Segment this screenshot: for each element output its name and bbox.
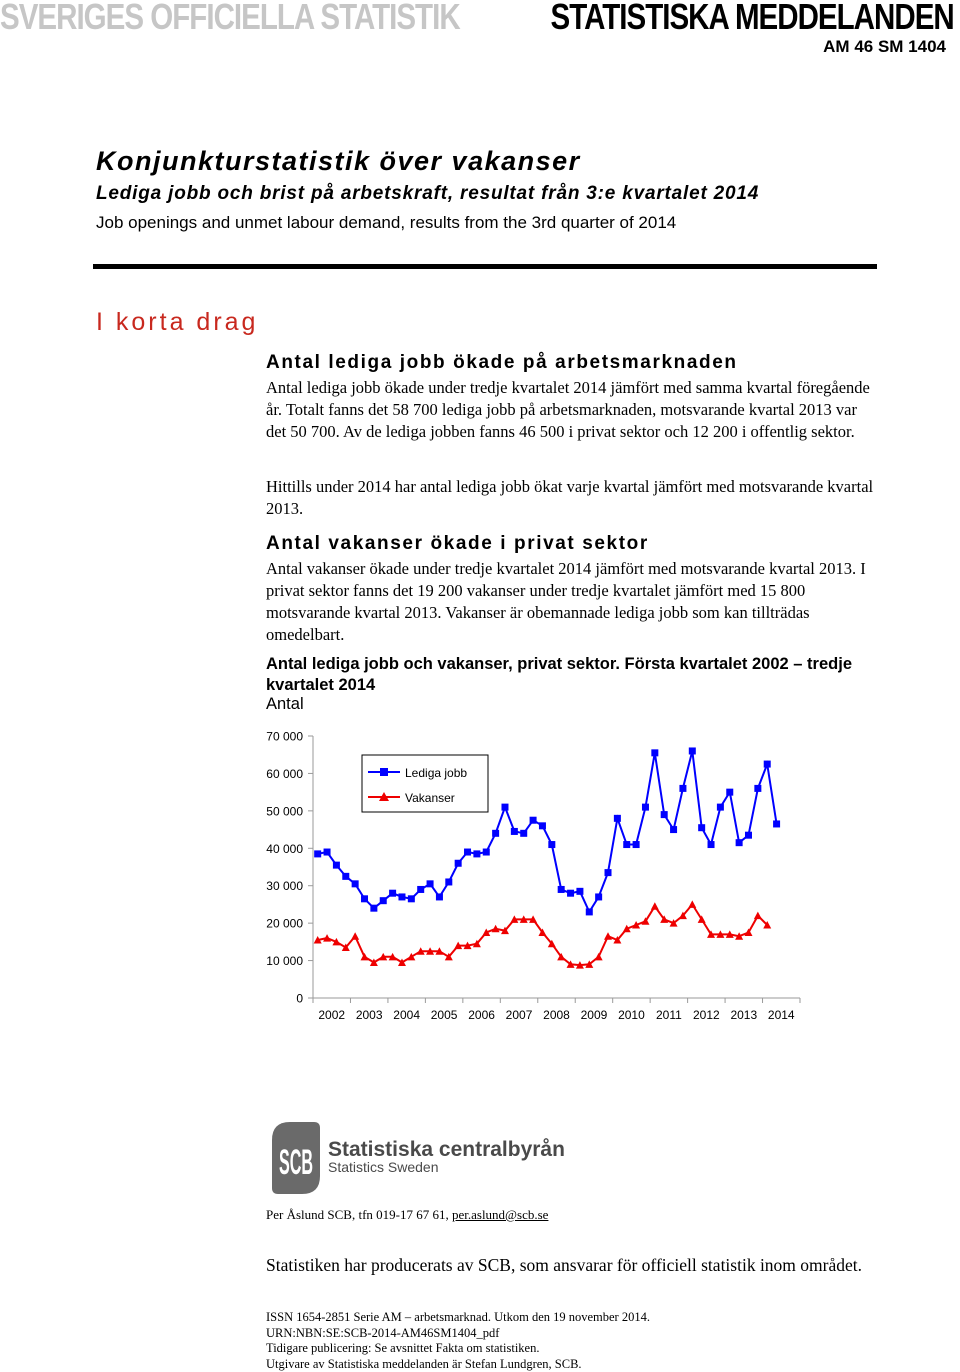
data-point-lediga-jobb [408, 895, 415, 902]
data-point-lediga-jobb [567, 890, 574, 897]
footer-publisher: Utgivare av Statistiska meddelanden är Stefan Lundgren, SCB. [266, 1356, 582, 1371]
scb-logo-name: Statistiska centralbyrån [328, 1138, 565, 1161]
y-tick-label: 20 000 [266, 916, 303, 931]
y-tick-label: 50 000 [266, 804, 303, 819]
paragraph-job-openings: Antal lediga jobb ökade under tredje kvartalet 2014 jämfört med samma kvartal föregående år. Totalt fanns det 58 700 lediga jobb på arbetsmarknaden, motsvarande kvartal 2013 var det 50 700. Av de lediga jobben fanns 46 500 i privat sektor och 12 200 i offentlig sektor. [266, 378, 870, 441]
data-point-vakanser [651, 902, 659, 910]
data-point-lediga-jobb [342, 873, 349, 880]
footer-issn: ISSN 1654-2851 Serie AM – arbetsmarknad. Utkom den 19 november 2014. [266, 1310, 650, 1324]
data-point-lediga-jobb [689, 747, 696, 754]
data-point-lediga-jobb [352, 880, 359, 887]
x-tick-label: 2005 [430, 1008, 458, 1022]
data-point-lediga-jobb [455, 860, 462, 867]
banner-statistical-reports: STATISTISKA MEDDELANDEN [550, 0, 954, 37]
footer-earlier-publication: Tidigare publicering: Se avsnittet Fakta om statistiken. [266, 1341, 540, 1355]
data-point-vakanser [361, 953, 369, 961]
y-tick-label: 0 [296, 991, 303, 1006]
data-point-lediga-jobb [380, 897, 387, 904]
x-tick-label: 2009 [580, 1008, 608, 1022]
data-point-lediga-jobb [333, 862, 340, 869]
x-tick-label: 2011 [655, 1008, 682, 1022]
data-point-lediga-jobb [511, 828, 518, 835]
x-tick-label: 2007 [505, 1008, 533, 1022]
x-tick-label: 2012 [692, 1008, 720, 1022]
x-tick-label: 2010 [618, 1008, 645, 1022]
footer-urn: URN:NBN:SE:SCB-2014-AM46SM1404_pdf [266, 1325, 500, 1340]
chart-title: Antal lediga jobb och vakanser, privat sektor. Första kvartalet 2002 – tredje kvartalet 2014 [266, 655, 852, 694]
data-point-lediga-jobb [595, 893, 602, 900]
x-tick-label: 2003 [355, 1008, 383, 1022]
data-point-lediga-jobb [745, 832, 752, 839]
data-point-lediga-jobb [436, 893, 443, 900]
banner-official-statistics: SVERIGES OFFICIELLA STATISTIK [0, 0, 460, 37]
data-point-lediga-jobb [492, 830, 499, 837]
chart-legend [362, 755, 488, 812]
y-tick-label: 40 000 [266, 841, 303, 856]
data-point-vakanser [604, 932, 612, 940]
data-point-lediga-jobb [501, 804, 508, 811]
data-point-lediga-jobb [324, 849, 331, 856]
data-point-lediga-jobb [389, 890, 396, 897]
data-point-vakanser [754, 912, 762, 920]
y-axis [266, 730, 313, 1006]
x-tick-label: 2013 [730, 1008, 758, 1022]
paragraph-vacancies: Antal vakanser ökade under tredje kvartalet 2014 jämfört med motsvarande kvartal 2013. I privat sektor fanns det 19 200 vakanser under tredje kvartalet jämfört med 15 800 motsvarande kvartal 2013. Vakanser är obemannade lediga jobb som kan tillträdas omedelbart. [266, 559, 866, 644]
data-point-vakanser [595, 953, 603, 961]
series-id: AM 46 SM 1404 [823, 37, 946, 56]
data-point-lediga-jobb [417, 886, 424, 893]
data-point-lediga-jobb [708, 841, 715, 848]
data-point-lediga-jobb [464, 849, 471, 856]
data-point-lediga-jobb [670, 826, 677, 833]
data-point-lediga-jobb [520, 830, 527, 837]
chart-y-unit: Antal [266, 695, 304, 713]
x-tick-label: 2006 [468, 1008, 495, 1022]
data-point-lediga-jobb [773, 820, 780, 827]
contact-text: Per Åslund SCB, tfn 019-17 67 61, [266, 1207, 452, 1222]
data-point-lediga-jobb [614, 815, 621, 822]
scb-logo-name-english: Statistics Sweden [328, 1159, 439, 1175]
scb-logo [268, 1118, 588, 1198]
publication-footer [266, 1310, 650, 1372]
data-point-lediga-jobb [754, 785, 761, 792]
data-point-vakanser [688, 900, 696, 908]
data-point-lediga-jobb [605, 869, 612, 876]
data-point-lediga-jobb [370, 905, 377, 912]
data-point-lediga-jobb [642, 804, 649, 811]
data-point-lediga-jobb [698, 824, 705, 831]
data-point-lediga-jobb [398, 893, 405, 900]
data-point-lediga-jobb [576, 888, 583, 895]
document-subtitle-english: Job openings and unmet labour demand, results from the 3rd quarter of 2014 [96, 213, 677, 232]
document-title: Konjunkturstatistik över vakanser [96, 146, 581, 176]
data-point-lediga-jobb [736, 839, 743, 846]
data-point-lediga-jobb [427, 880, 434, 887]
data-point-lediga-jobb [764, 761, 771, 768]
x-tick-label: 2014 [767, 1008, 795, 1022]
y-tick-label: 60 000 [266, 766, 303, 781]
data-point-lediga-jobb [530, 817, 537, 824]
x-tick-label: 2002 [318, 1008, 346, 1022]
y-tick-label: 70 000 [266, 729, 303, 744]
y-tick-label: 30 000 [266, 879, 303, 894]
data-point-lediga-jobb [679, 785, 686, 792]
document-subtitle: Lediga jobb och brist på arbetskraft, resultat från 3:e kvartalet 2014 [96, 183, 760, 204]
x-axis [313, 998, 800, 1022]
legend-label-vakanser: Vakanser [405, 791, 455, 805]
data-point-lediga-jobb [314, 850, 321, 857]
data-point-lediga-jobb [539, 822, 546, 829]
data-point-lediga-jobb [445, 878, 452, 885]
scb-logo-letters: SCB [278, 1142, 314, 1182]
subheading-job-openings: Antal lediga jobb ökade på arbetsmarknaden [266, 352, 738, 373]
y-tick-label: 10 000 [266, 954, 303, 969]
section-heading: I korta drag [96, 308, 259, 336]
subheading-vacancies: Antal vakanser ökade i privat sektor [266, 533, 649, 554]
data-point-lediga-jobb [483, 849, 490, 856]
data-point-lediga-jobb [651, 749, 658, 756]
responsibility-statement: Statistiken har producerats av SCB, som ansvarar för officiell statistik inom området. [266, 1255, 863, 1275]
data-point-lediga-jobb [633, 841, 640, 848]
contact-line [266, 1207, 548, 1223]
data-point-lediga-jobb [726, 789, 733, 796]
legend-marker-lediga-jobb [380, 768, 388, 776]
data-point-lediga-jobb [661, 811, 668, 818]
data-point-lediga-jobb [473, 850, 480, 857]
data-point-lediga-jobb [361, 895, 368, 902]
x-tick-label: 2004 [393, 1008, 421, 1022]
x-tick-label: 2008 [543, 1008, 570, 1022]
data-point-lediga-jobb [558, 886, 565, 893]
data-point-lediga-jobb [548, 841, 555, 848]
data-point-vakanser [744, 929, 752, 937]
data-point-vakanser [351, 932, 359, 940]
paragraph-job-openings-2014: Hittills under 2014 har antal lediga jobb ökat varje kvartal jämfört med motsvarande kvartal 2013. [266, 477, 874, 518]
legend-label-lediga-jobb: Lediga jobb [405, 766, 468, 780]
data-point-lediga-jobb [586, 908, 593, 915]
contact-email-link[interactable]: per.aslund@scb.se [451, 1207, 549, 1222]
data-point-lediga-jobb [717, 804, 724, 811]
data-point-lediga-jobb [623, 841, 630, 848]
